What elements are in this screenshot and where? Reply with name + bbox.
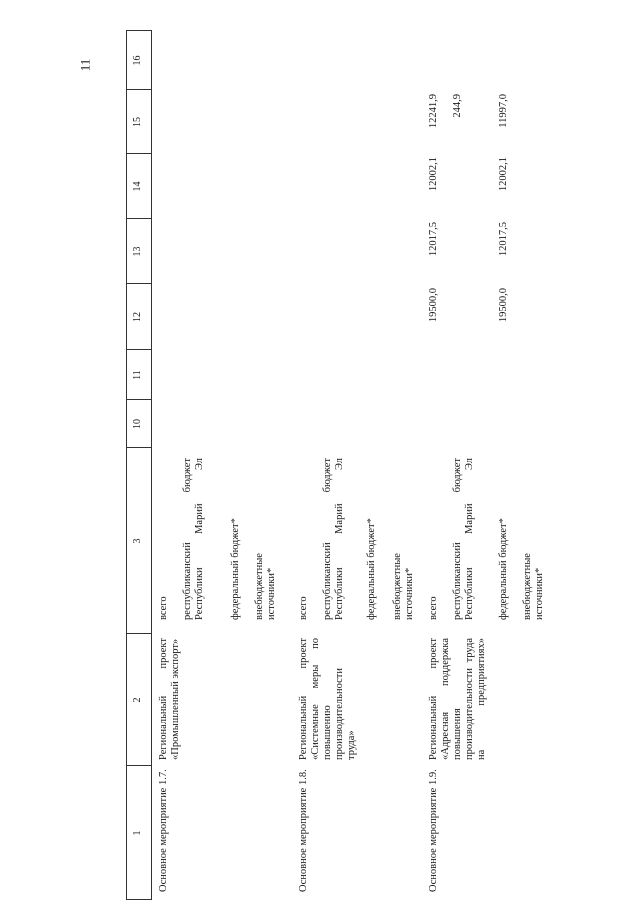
value-federal-c14: 12002,1 bbox=[498, 157, 509, 192]
event-label: Основное мероприятие 1.7. bbox=[158, 769, 169, 892]
header-top-line bbox=[126, 30, 127, 900]
source-extrabudget: внебюджетные источники* bbox=[392, 553, 415, 620]
col-header: 16 bbox=[132, 55, 143, 66]
source-total: всего bbox=[428, 596, 439, 620]
value-federal-c13: 12017,5 bbox=[498, 222, 509, 257]
page-number: 11 bbox=[77, 58, 93, 72]
col-header: 14 bbox=[132, 181, 143, 192]
source-extrabudget: внебюджетные источники* bbox=[522, 553, 545, 620]
project-title: Региональный проект bbox=[158, 638, 169, 760]
col-header: 12 bbox=[132, 312, 143, 322]
value-total-c13: 12017,5 bbox=[428, 222, 439, 257]
rotated-table bbox=[126, 30, 546, 900]
col-header: 15 bbox=[132, 117, 143, 127]
col-header: 11 bbox=[132, 370, 143, 380]
project-title: Региональный проект «Адресная поддержка повышения производительности труда на предприятиях» bbox=[428, 638, 487, 760]
value-total-c12: 19500,0 bbox=[428, 288, 439, 323]
project-name: «Промышленный экспорт» bbox=[170, 638, 181, 760]
value-federal-c15: 11997,0 bbox=[498, 94, 509, 128]
source-total: всего bbox=[158, 596, 169, 620]
value-republic-c15: 244,9 bbox=[452, 94, 463, 118]
source-republic: республиканский бюджет Республики Марий Эл bbox=[322, 458, 345, 620]
value-total-c15: 12241,9 bbox=[428, 94, 439, 129]
source-federal: федеральный бюджет* bbox=[230, 518, 241, 620]
source-republic: республиканский бюджет Республики Марий Эл bbox=[452, 458, 475, 620]
col-header: 3 bbox=[132, 538, 143, 544]
col-header: 10 bbox=[132, 419, 143, 429]
source-total: всего bbox=[298, 596, 309, 620]
event-label: Основное мероприятие 1.8. bbox=[298, 769, 309, 892]
source-republic: республиканский бюджет Республики Марий Эл bbox=[182, 458, 205, 620]
col-header: 13 bbox=[132, 246, 143, 257]
col-header: 2 bbox=[132, 697, 143, 703]
col-header: 1 bbox=[132, 830, 143, 836]
source-federal: федеральный бюджет* bbox=[498, 518, 509, 620]
value-federal-c12: 19500,0 bbox=[498, 288, 509, 323]
header-bottom-line bbox=[151, 30, 152, 900]
source-extrabudget: внебюджетные источники* bbox=[254, 553, 277, 620]
project-title: Региональный проект «Системные меры по повышению производительности труда» bbox=[298, 638, 357, 760]
source-federal: федеральный бюджет* bbox=[366, 518, 377, 620]
value-total-c14: 12002,1 bbox=[428, 157, 439, 192]
event-label: Основное мероприятие 1.9. bbox=[428, 769, 439, 892]
